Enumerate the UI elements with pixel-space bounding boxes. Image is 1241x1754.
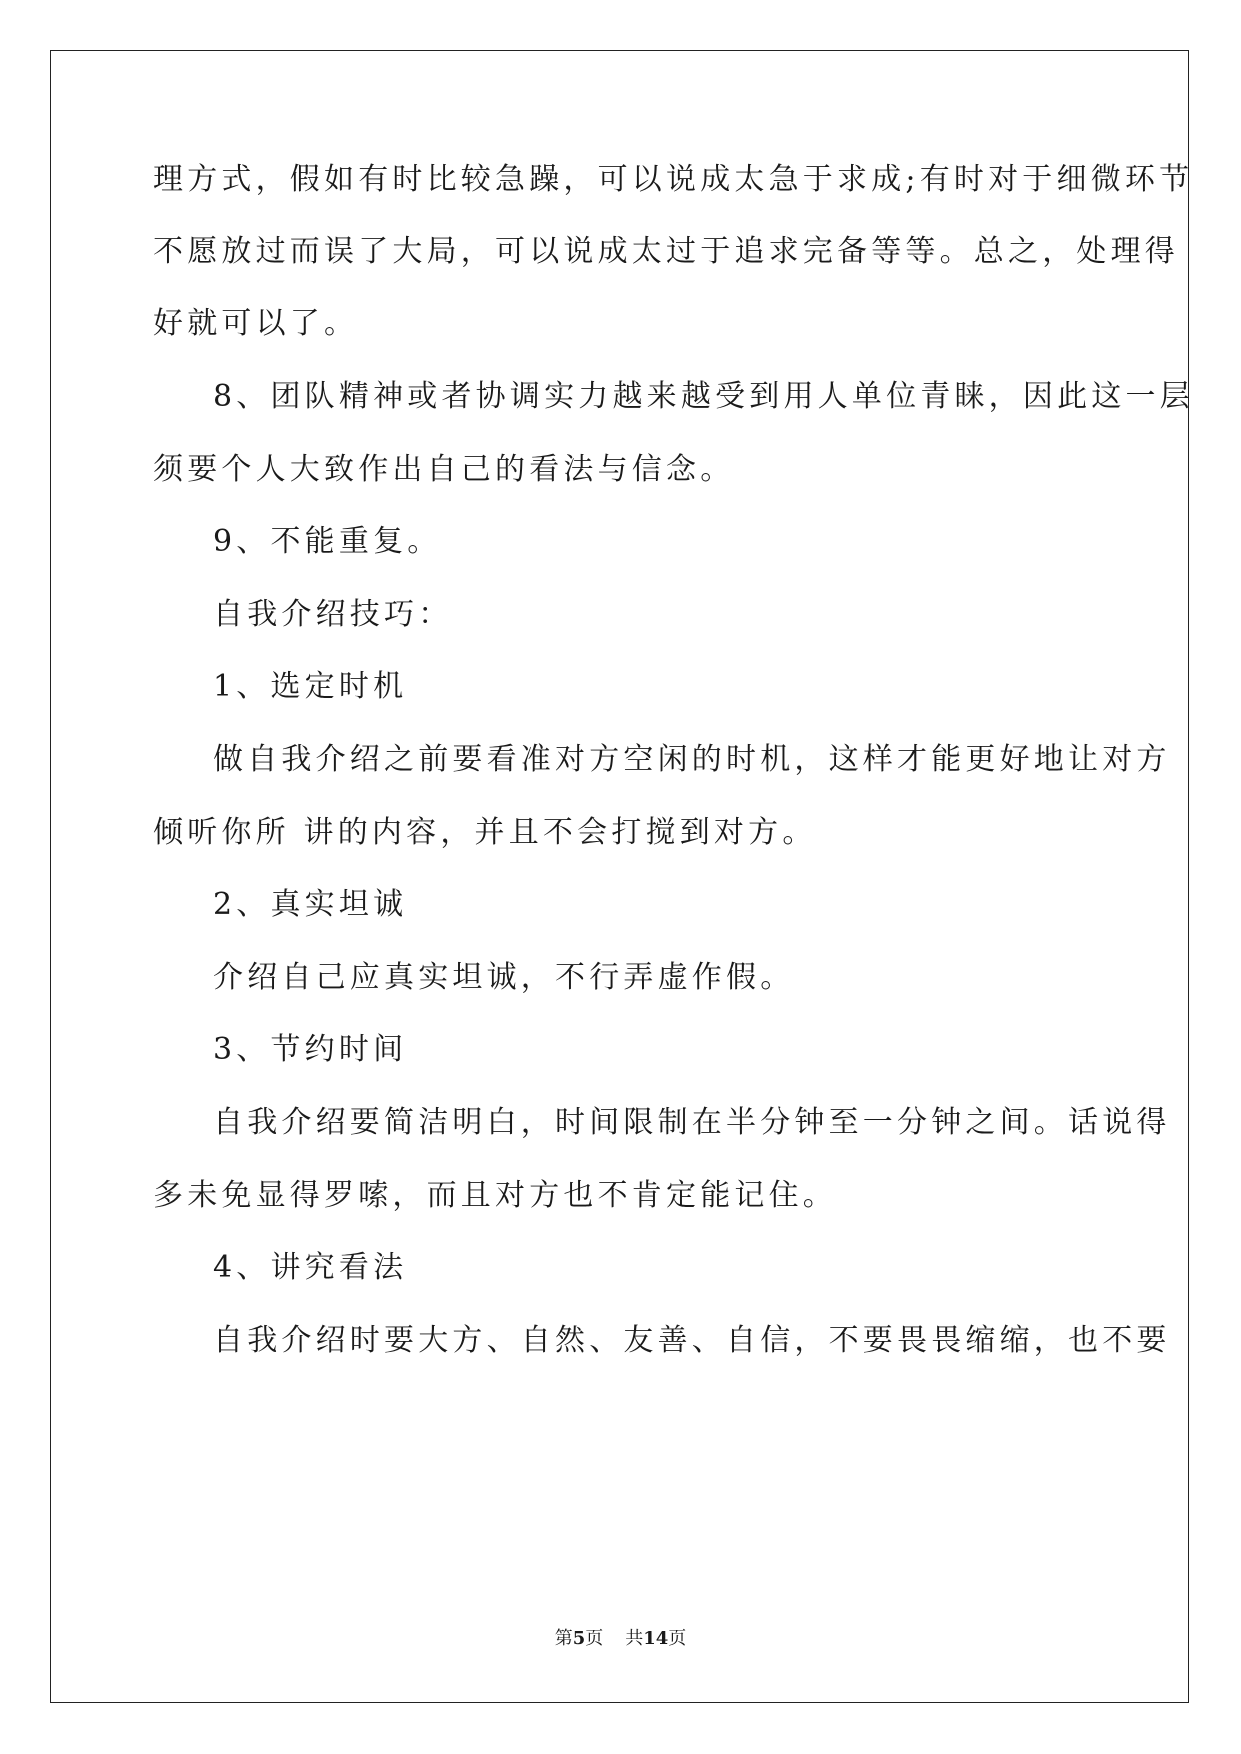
total-suffix: 页	[668, 1628, 687, 1649]
text-line: 8、团队精神或者协调实力越来越受到用人单位青睐，因此这一层	[213, 379, 1194, 414]
text-line: 须要个人大致作出自己的看法与信念。	[153, 452, 735, 487]
text-line: 不愿放过而误了大局，可以说成太过于追求完备等等。总之，处理得	[153, 234, 1179, 269]
total-prefix: 共	[625, 1628, 644, 1649]
text-line: 做自我介绍之前要看准对方空闲的时机，这样才能更好地让对方	[213, 742, 1171, 777]
page-footer	[0, 1627, 1241, 1651]
text-line: 4、讲究看法	[213, 1250, 408, 1285]
total-pages: 14	[643, 1628, 669, 1649]
text-line: 3、节约时间	[213, 1032, 408, 1067]
text-line: 倾听你所 讲的内容，并且不会打搅到对方。	[153, 815, 817, 850]
text-line: 好就可以了。	[153, 306, 359, 341]
text-line: 2、真实坦诚	[213, 887, 408, 922]
text-line: 理方式，假如有时比较急躁，可以说成太急于求成;有时对于细微环节	[153, 162, 1194, 197]
text-line: 9、不能重复。	[213, 524, 442, 559]
text-line: 自我介绍技巧：	[213, 597, 453, 632]
text-line: 1、选定时机	[213, 669, 408, 704]
text-line: 介绍自己应真实坦诚，不行弄虚作假。	[213, 960, 795, 995]
text-line: 自我介绍时要大方、自然、友善、自信，不要畏畏缩缩，也不要	[213, 1323, 1171, 1358]
page-number: 5	[572, 1628, 586, 1649]
page-prefix: 第	[554, 1628, 573, 1649]
text-line: 自我介绍要简洁明白，时间限制在半分钟至一分钟之间。话说得	[213, 1105, 1171, 1140]
page-border	[50, 50, 1189, 1703]
text-line: 多未免显得罗嗦，而且对方也不肯定能记住。	[153, 1178, 837, 1213]
page-suffix: 页	[585, 1628, 604, 1649]
